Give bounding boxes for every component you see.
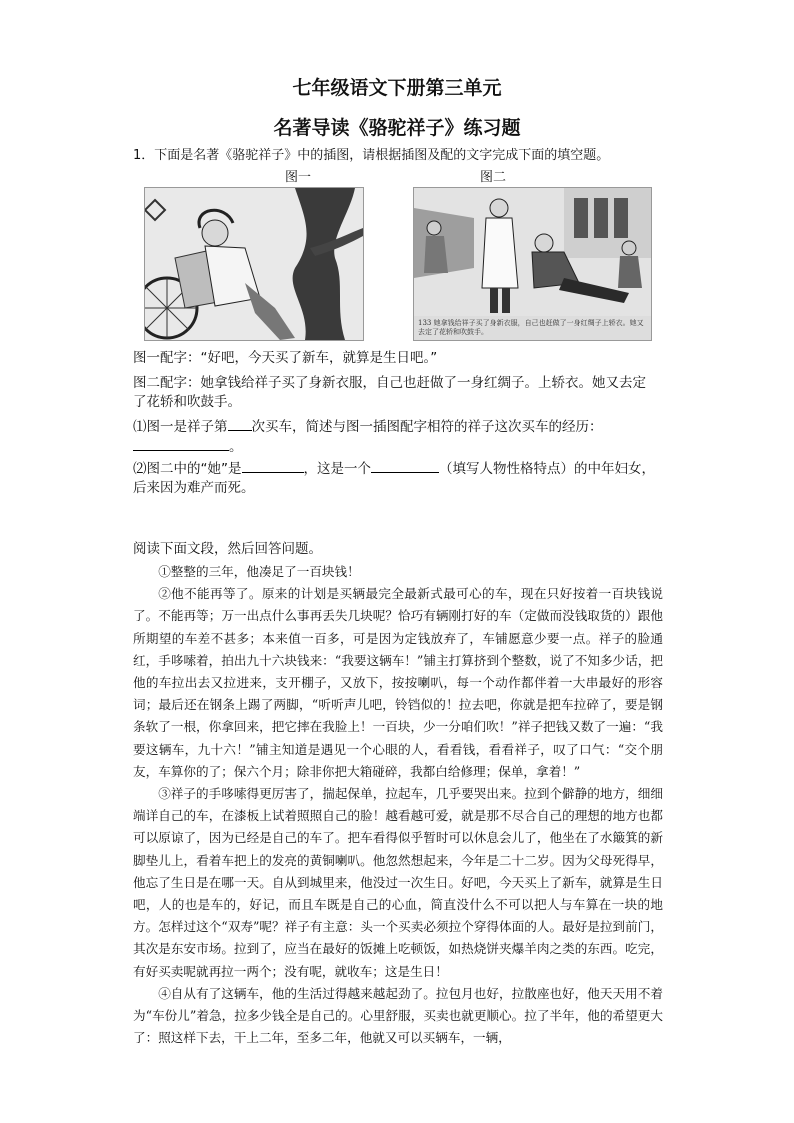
answer-blank-trait[interactable]	[371, 458, 439, 473]
answer-blank-count[interactable]	[228, 416, 252, 431]
sub-question-2-end: 后来因为难产而死。	[133, 480, 255, 496]
sub-question-2	[133, 458, 663, 479]
figure-2-label: 图二	[480, 170, 507, 185]
page-title: 七年级语文下册第三单元	[292, 77, 502, 99]
passage-paragraph: ②他不能再等了。原来的计划是买辆最完全最新式最可心的车，现在只好按着一百块钱说了。不能再等；万一出点什么事再丢失几块呢？恰巧有辆刚打好的车（定做而没钱取货的）跟他所期望的车差不甚多；本来值一百多，可是因为定钱放弃了，车铺愿意少要一点。祥子的脸通红，手哆嗦着，拍出九十六块钱来：“我要这辆车！”铺主打算挤到个整数，说了不知多少话，把他的车拉出去又拉进来，支开棚子，又放下，按按喇叭，每一个动作都伴着一大串最好的形容词；最后还在钢条上踢了两脚，“听听声儿吧，铃铛似的！拉去吧，你就是把车拉碎了，要是钢条软了一根，你拿回来，把它摔在我脸上！一百块，少一分咱们吹！”祥子把钱又数了一遍：“我要这辆车，九十六！”铺主知道是遇见一个心眼的人，看看钱，看看祥子，叹了口气：“交个朋友，车算你的了；保六个月；除非你把大箱碰碎，我都白给修理；保单，拿着！”	[133, 586, 663, 779]
street-scene-image	[414, 188, 651, 316]
sub-question-1-part-b: 次买车，简述与图一插图配字相符的祥子这次买车的经历：	[251, 419, 603, 435]
sub-question-1-answer-line	[133, 436, 663, 457]
passage-paragraph: ①整整的三年，他凑足了一百块钱！	[158, 564, 360, 579]
reading-passage	[133, 561, 663, 1049]
sub-question-2-part-a: ⑵图二中的“她”是	[133, 461, 242, 477]
reading-instruction: 阅读下面文段，然后回答问题。	[133, 541, 322, 557]
page-subtitle: 名著导读《骆驼祥子》练习题	[273, 117, 521, 139]
figure-1-text: 图一配字：“好吧，今天买了新车，就算是生日吧。”	[133, 350, 438, 366]
figure-2-illustration	[413, 187, 652, 341]
answer-blank-experience[interactable]	[133, 436, 229, 451]
sub-question-1-part-a: ⑴图一是祥子第	[133, 419, 228, 435]
question-1-intro: 1．下面是名著《骆驼祥子》中的插图，请根据插图及配的文字完成下面的填空题。	[133, 148, 610, 163]
passage-paragraph: ③祥子的手哆嗦得更厉害了，揣起保单，拉起车，几乎要哭出来。拉到个僻静的地方，细细端详自己的车，在漆板上试着照照自己的脸！越看越可爱，就是那不尽合自己的理想的地方也都可以原谅了，因为已经是自己的车了。把车看得似乎暂时可以休息会儿了，他坐在了水簸箕的新脚垫儿上，看着车把上的发亮的黄铜喇叭。他忽然想起来，今年是二十二岁。因为父母死得早，他忘了生日是在哪一天。自从到城里来，他没过一次生日。好吧，今天买上了新车，就算是生日吧，人的也是车的，好记，而且车既是自己的心血，简直没什么不可以把人与车算在一块的地方。怎样过这个“双寿”呢？祥子有主意：头一个买卖必须拉个穿得体面的人。最好是拉到前门，其次是东安市场。拉到了，应当在最好的饭摊上吃顿饭，如热烧饼夹爆羊肉之类的东西。吃完，有好买卖呢就再拉一两个；没有呢，就收车；这是生日！	[133, 786, 663, 979]
figure-2-text-line1: 图二配字：她拿钱给祥子买了身新衣服，自己也赶做了一身红绸子。上轿衣。她又去定	[133, 375, 646, 391]
figure-2-caption: 133 她拿钱给祥子买了身新衣服，自己也赶做了一身红绸子上轿衣。她又去定了花轿和吹鼓手。	[414, 316, 651, 340]
sub-question-1-end: 。	[229, 439, 243, 455]
sub-question-2-part-b: ，这是一个	[303, 461, 371, 477]
rickshaw-man-image	[145, 188, 363, 340]
sub-question-2-part-c: （填写人物性格特点）的中年妇女，	[439, 461, 655, 477]
passage-paragraph: ④自从有了这辆车，他的生活过得越来越起劲了。拉包月也好，拉散座也好，他天天用不着为“车份儿”着急，拉多少钱全是自己的。心里舒服，买卖也就更顺心。拉了半年，他的希望更大了：照这样下去，干上二年，至多二年，他就又可以买辆车，一辆，	[133, 985, 663, 1046]
sub-question-1	[133, 416, 663, 437]
figure-2-text-line2: 了花轿和吹鼓手。	[133, 394, 241, 410]
answer-blank-person[interactable]	[242, 458, 304, 473]
figure-1-illustration	[144, 187, 364, 341]
figure-1-label: 图一	[285, 170, 312, 185]
